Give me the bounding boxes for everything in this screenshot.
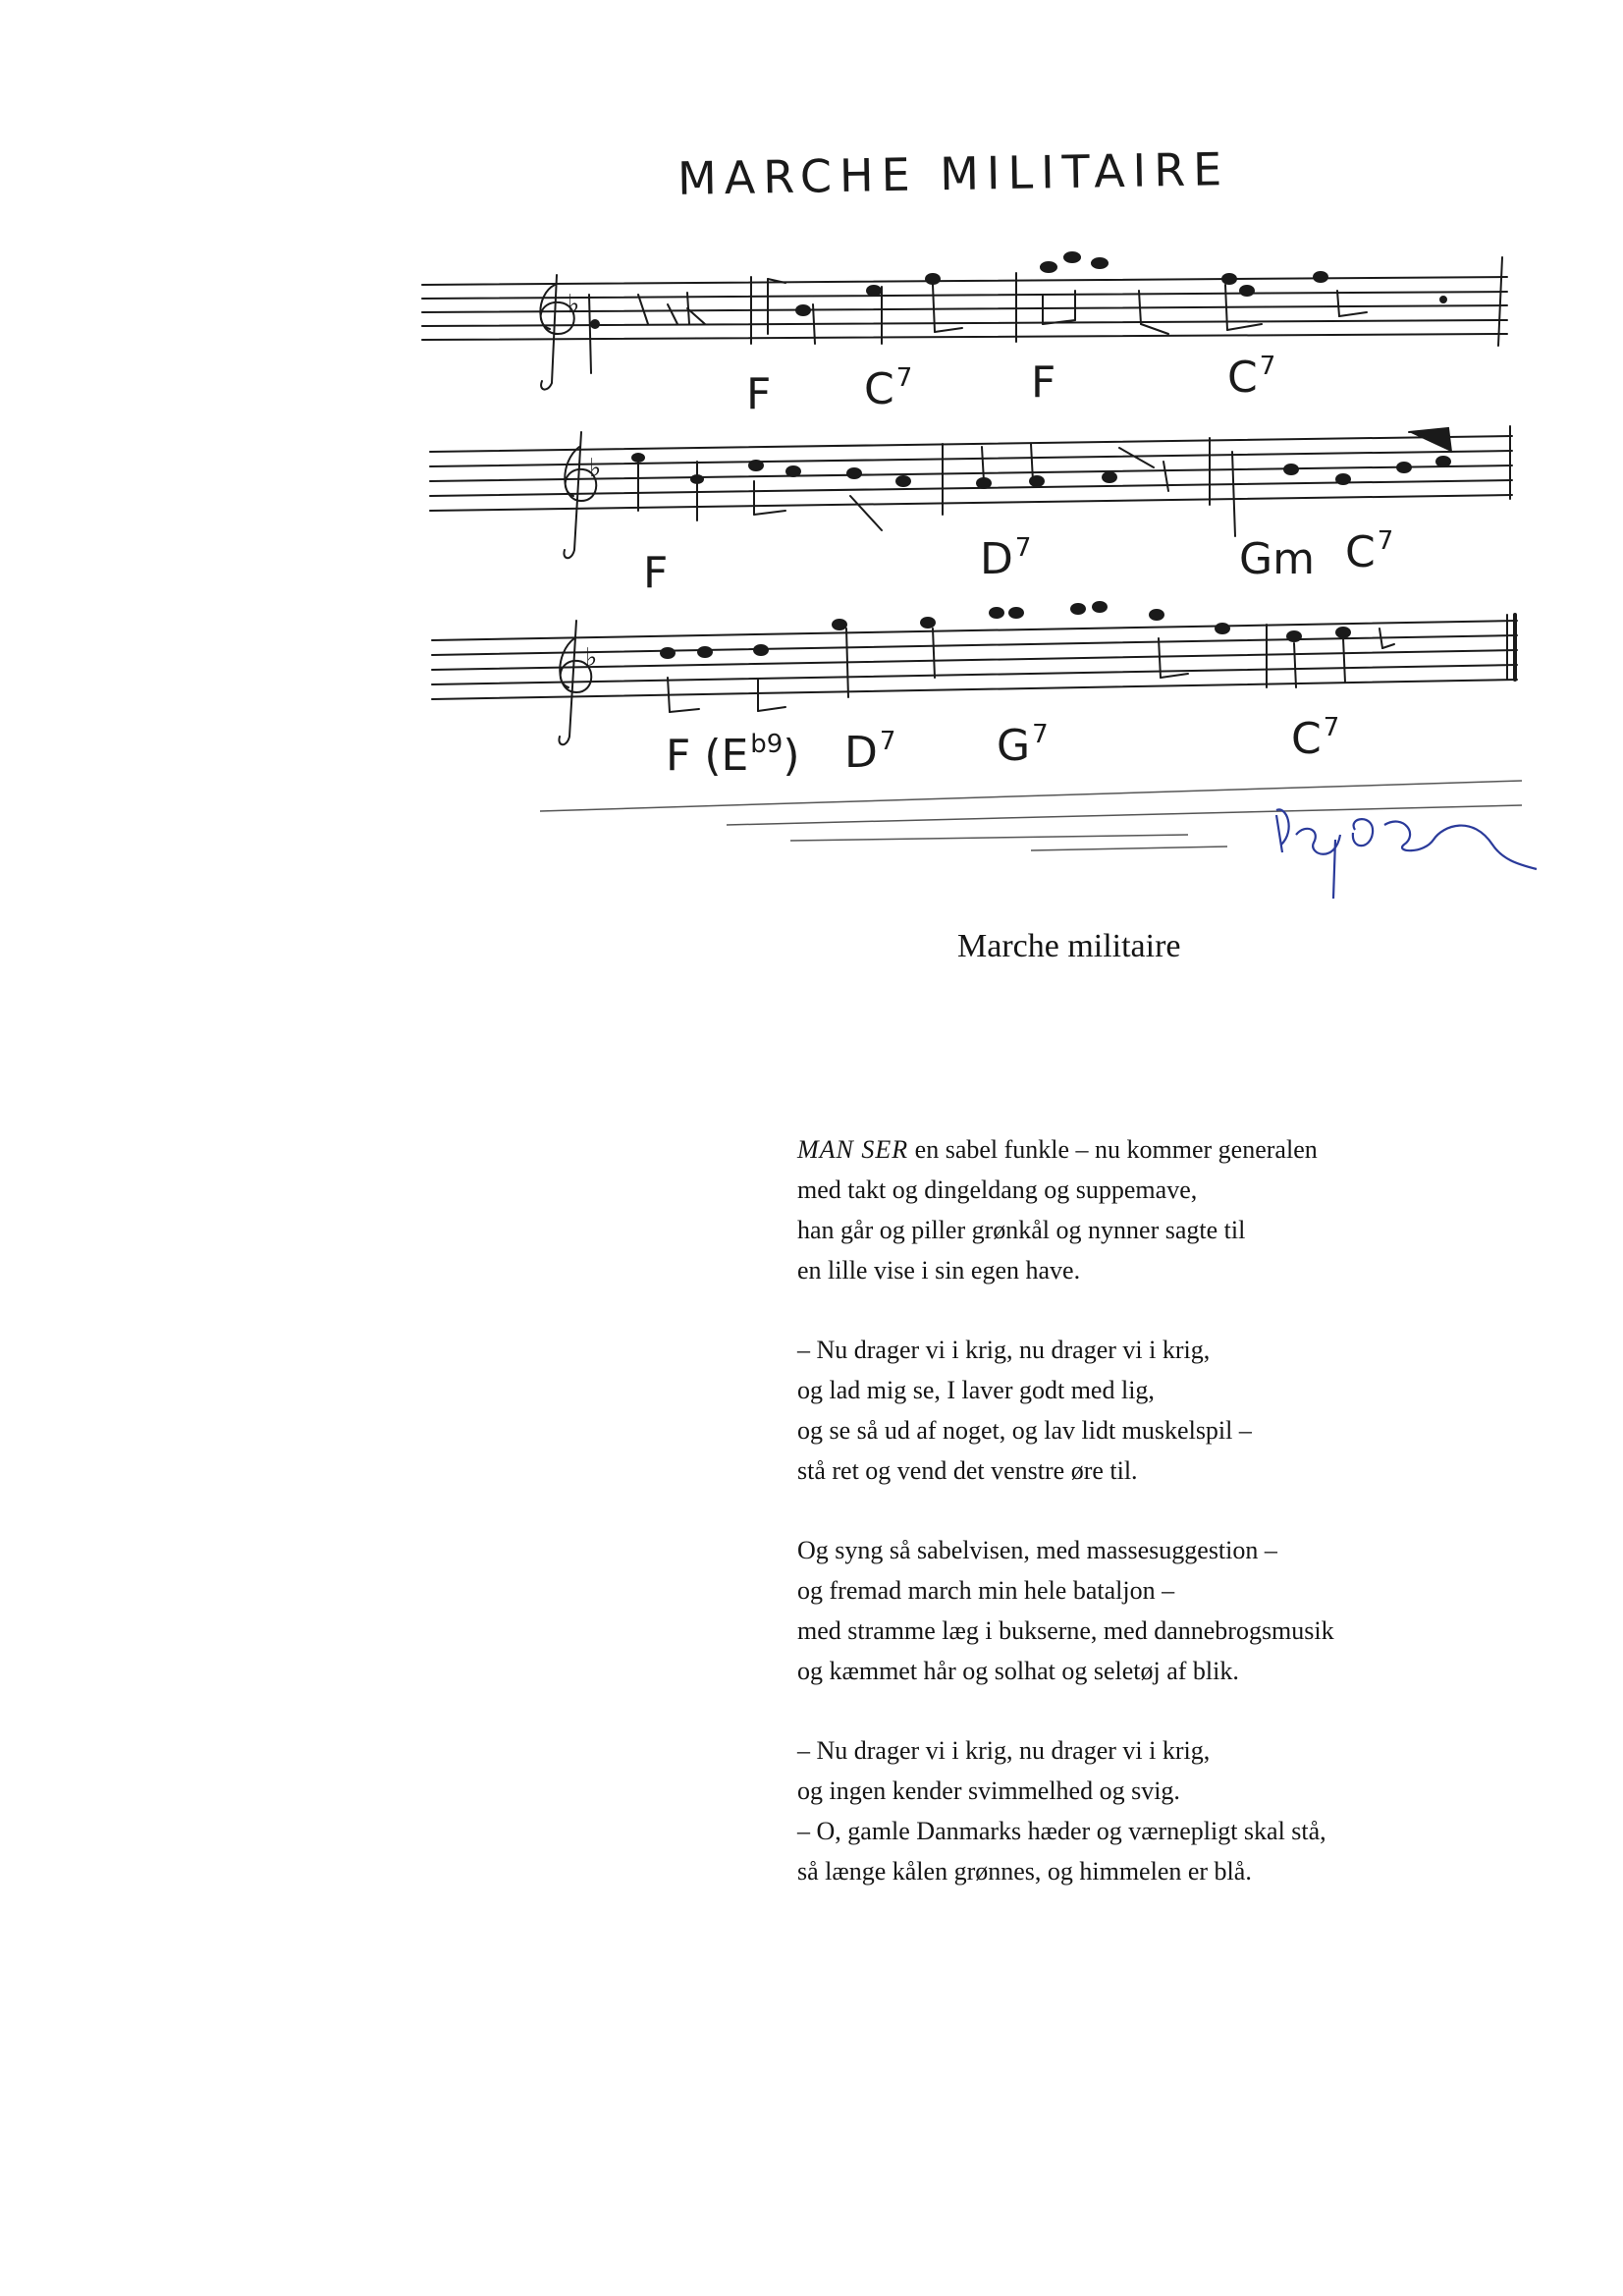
music-score bbox=[0, 0, 1623, 962]
chord-row2-f: F bbox=[643, 548, 669, 598]
chord-row1-c7b: $C^7$ bbox=[1227, 352, 1276, 403]
lyric-line: og ingen kender svimmelhed og svig. bbox=[797, 1777, 1180, 1805]
lyric-first-words: MAN SER bbox=[797, 1135, 909, 1164]
chord-row1-c7: $C^7$ bbox=[864, 363, 913, 414]
lyric-line: han går og piller grønkål og nynner sagte til bbox=[797, 1216, 1246, 1244]
chord-row2-gm: Gm bbox=[1239, 534, 1315, 584]
chord-row2-c7: $C^7$ bbox=[1345, 526, 1394, 577]
chord-row1-f2: F bbox=[1031, 357, 1056, 408]
lyric-line: og se så ud af noget, og lav lidt muskelspil – bbox=[797, 1416, 1252, 1445]
lyric-line: stå ret og vend det venstre øre til. bbox=[797, 1456, 1138, 1485]
lyric-line: med stramme læg i bukserne, med dannebrogsmusik bbox=[797, 1616, 1334, 1645]
lyric-line: og lad mig se, I laver godt med lig, bbox=[797, 1376, 1155, 1404]
stanza-3 bbox=[797, 1530, 1426, 1691]
chord-row3-g7: $G^7$ bbox=[997, 720, 1049, 771]
ruled-lines bbox=[540, 781, 1522, 850]
chord-row3-d7: $D^7$ bbox=[844, 727, 896, 778]
lyric-line: – O, gamle Danmarks hæder og værnepligt skal stå, bbox=[797, 1817, 1326, 1845]
svg-text:♭: ♭ bbox=[589, 454, 602, 483]
stanza-4 bbox=[797, 1730, 1426, 1891]
chord-row3-f-eb9: F $(E^{b9})$ bbox=[666, 730, 800, 781]
chord-row2-d7: $D^7$ bbox=[980, 533, 1032, 584]
svg-text:♭: ♭ bbox=[568, 290, 580, 319]
lyric-line bbox=[797, 1129, 1426, 1170]
svg-text:♭: ♭ bbox=[585, 643, 598, 673]
signature-mark bbox=[1276, 809, 1537, 899]
lyric-line: med takt og dingeldang og suppemave, bbox=[797, 1175, 1198, 1204]
lyric-line: og fremad march min hele bataljon – bbox=[797, 1576, 1175, 1605]
handwritten-title: MARCHE MILITAIRE bbox=[676, 142, 1230, 205]
lyrics bbox=[797, 1129, 1426, 1931]
lyric-line: en lille vise i sin egen have. bbox=[797, 1256, 1081, 1285]
lyric-line: – Nu drager vi i krig, nu drager vi i krig, bbox=[797, 1336, 1211, 1364]
lyric-line-rest: en sabel funkle – nu kommer generalen bbox=[908, 1135, 1318, 1164]
staff-3 bbox=[432, 615, 1517, 744]
chord-row3-c7: $C^7$ bbox=[1291, 713, 1340, 764]
printed-title: Marche militaire bbox=[957, 928, 1181, 964]
stanza-2 bbox=[797, 1330, 1426, 1491]
lyric-line: – Nu drager vi i krig, nu drager vi i krig, bbox=[797, 1736, 1211, 1765]
stanza-1 bbox=[797, 1129, 1426, 1290]
staff-1 bbox=[422, 257, 1507, 390]
lyric-line: og kæmmet hår og solhat og seletøj af blik. bbox=[797, 1657, 1239, 1685]
lyric-line: Og syng så sabelvisen, med massesuggestion – bbox=[797, 1536, 1277, 1564]
lyric-line: så længe kålen grønnes, og himmelen er blå. bbox=[797, 1857, 1252, 1886]
chord-row1-f: F bbox=[746, 369, 772, 419]
